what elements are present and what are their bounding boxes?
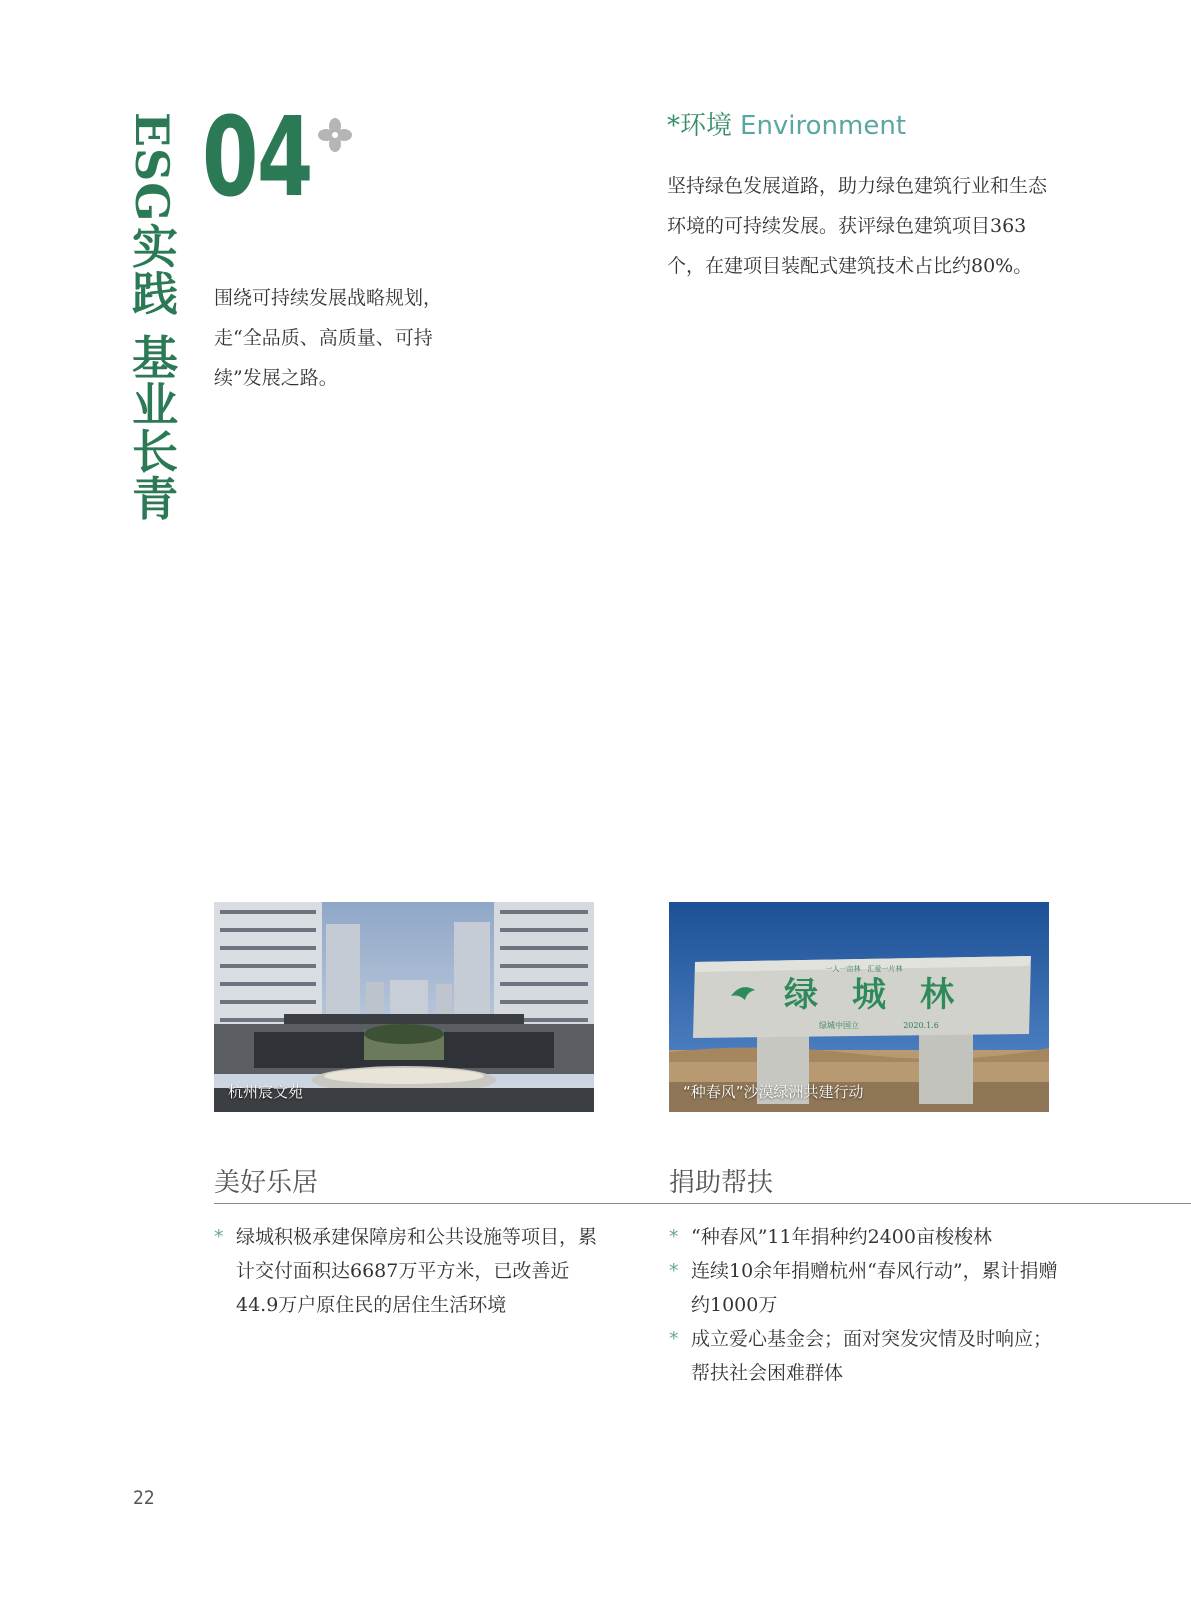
chapter-number: 04	[202, 93, 312, 221]
bullet-star-icon: *	[669, 1328, 679, 1350]
sign-main-text: 绿 城 林	[784, 975, 954, 1015]
bullet-star-icon: *	[669, 1260, 679, 1282]
flower-icon	[318, 118, 352, 152]
environment-title-cn: *环境	[667, 111, 733, 141]
bullet-list-charity	[669, 1220, 1059, 1390]
list-item: * “种春风”11年捐种约2400亩梭梭林	[669, 1220, 1059, 1254]
environment-text: 坚持绿色发展道路，助力绿色建筑行业和生态环境的可持续发展。获评绿色建筑项目363个，在建项目装配式建筑技术占比约80%。	[667, 175, 1048, 277]
list-item: * 连续10余年捐赠杭州“春风行动”，累计捐赠约1000万	[669, 1254, 1059, 1322]
environment-title	[667, 108, 906, 144]
section-heading-charity: 捐助帮扶	[669, 1168, 774, 1198]
bullet-star-icon: *	[669, 1226, 679, 1248]
photo-residential	[214, 902, 594, 1112]
chapter-title: ESG实践 基业长青	[125, 112, 179, 522]
sign-bottom-right: 2020.1.6	[903, 1021, 939, 1030]
chapter-intro: 围绕可持续发展战略规划，走“全品质、高质量、可持续”发展之路。	[214, 287, 443, 389]
list-item: * 成立爱心基金会；面对突发灾情及时响应；帮扶社会困难群体	[669, 1322, 1059, 1390]
page-number: 22	[133, 1487, 155, 1509]
sign-bottom-left: 绿城中国立	[819, 1021, 859, 1030]
photo-desert-sign	[669, 902, 1049, 1112]
photo-caption: 杭州宸文苑	[228, 1083, 304, 1101]
section-heading-living: 美好乐居	[214, 1168, 319, 1198]
bullet-star-icon: *	[214, 1226, 224, 1248]
environment-title-en: Environment	[740, 111, 907, 141]
photo-caption: “种春风”沙漠绿洲共建行动	[683, 1083, 864, 1101]
bullet-list-living	[214, 1220, 604, 1322]
list-item: * 绿城积极承建保障房和公共设施等项目，累计交付面积达6687万平方米，已改善近44.9万户原住民的居住生活环境	[214, 1220, 604, 1322]
sign-top-line: 一人一亩林 汇爱一片林	[825, 965, 903, 973]
section-divider	[214, 1203, 1191, 1204]
